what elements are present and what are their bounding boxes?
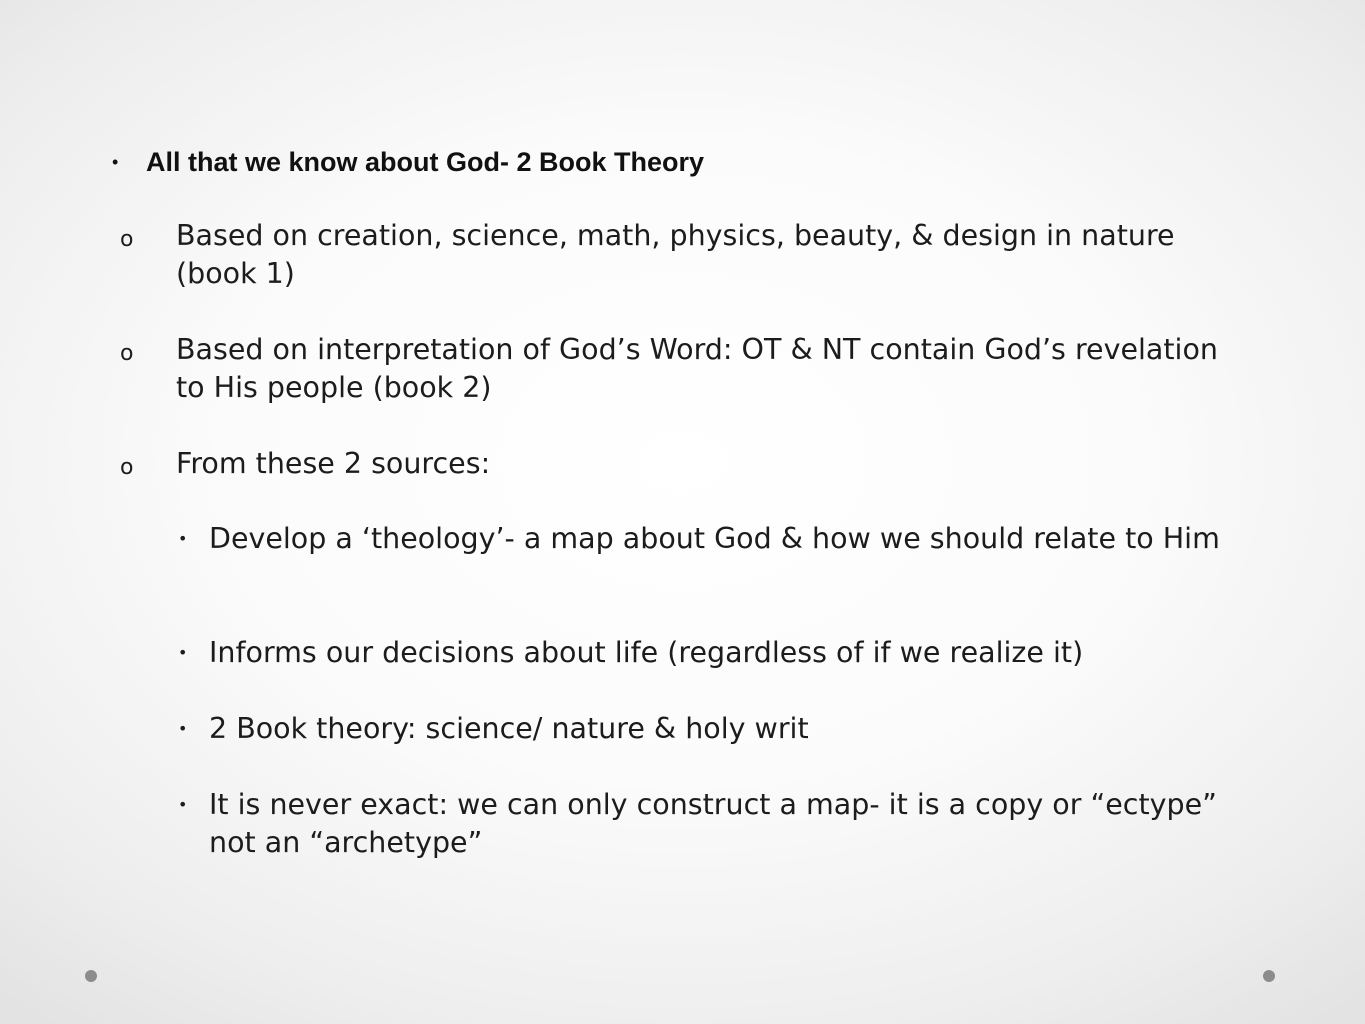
bullet-icon: • [178,643,188,662]
sublist-item-two-book-theory [178,710,1238,748]
list-item-sources [120,445,1230,483]
bullet-icon: • [178,719,188,738]
circle-bullet-icon: o [120,455,134,480]
circle-bullet-icon: o [120,341,134,366]
list-item-book-2 [120,331,1230,407]
sublist-item-text: Informs our decisions about life (regardless of if we realize it) [209,636,1084,669]
sublist-item-text: 2 Book theory: science/ nature & holy writ [209,712,809,745]
sublist-item-theology [178,520,1238,558]
sublist-item-text: It is never exact: we can only construct a map- it is a copy or “ectype” not an “archetype” [209,788,1217,859]
circle-bullet-icon: o [120,227,134,252]
bullet-icon: • [178,529,188,548]
list-item-text: Based on creation, science, math, physics, beauty, & design in nature (book 1) [176,219,1175,290]
list-item-text: Based on interpretation of God’s Word: OT & NT contain God’s revelation to His people (book 2) [176,333,1218,404]
list-item-text: From these 2 sources: [176,447,491,480]
sublist-item-never-exact [178,786,1238,862]
decorative-dot-right-icon [1263,970,1275,982]
list-item-book-1 [120,217,1230,293]
decorative-dot-left-icon [85,970,97,982]
sublist-item-decisions [178,634,1238,672]
bullet-icon: • [178,795,188,814]
bullet-icon: • [112,152,119,172]
slide-heading: All that we know about God- 2 Book Theory [146,147,705,177]
sublist-item-text: Develop a ‘theology’- a map about God & how we should relate to Him [209,522,1220,555]
